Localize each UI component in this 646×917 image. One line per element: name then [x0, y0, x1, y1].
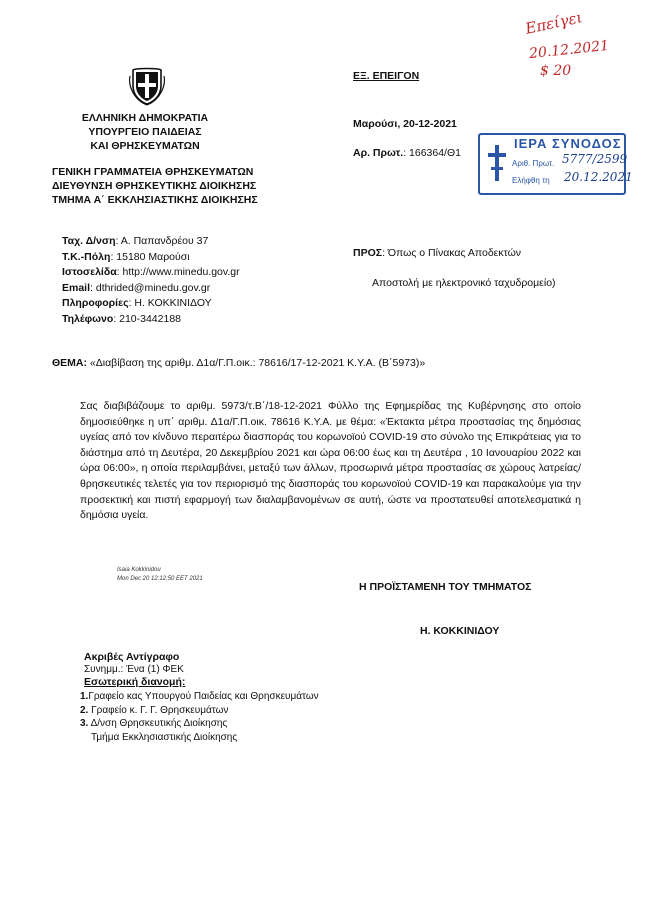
list-item: 3. Δ/νση Θρησκευτικής Διοίκησης — [80, 718, 228, 729]
stamp-date-value: 20.12.2021 — [564, 170, 633, 184]
postal-label: Τ.Κ.-Πόλη — [62, 250, 111, 263]
cross-icon — [486, 143, 508, 183]
general-secretariat: ΓΕΝΙΚΗ ΓΡΑΜΜΑΤΕΙΑ ΘΡΗΣΚΕΥΜΑΤΩΝ — [52, 166, 254, 178]
email-label: Email — [62, 281, 91, 294]
website-label: Ιστοσελίδα — [62, 266, 117, 278]
internal-distribution-list — [80, 690, 319, 744]
digital-signature-name: Isaia Kokkinidou — [117, 567, 161, 573]
phone-label: Τηλέφωνο — [62, 312, 114, 325]
stamp-date-label: Ελήφθη τη — [512, 176, 550, 185]
to-label: ΠΡΟΣ — [353, 247, 383, 259]
true-copy-label: Ακριβές Αντίγραφο — [84, 651, 180, 663]
country-name: ΕΛΛΗΝΙΚΗ ΔΗΜΟΚΡΑΤΙΑ — [81, 112, 209, 124]
handwritten-note-urgent: Επείγει — [523, 8, 584, 38]
phone-value: : 210-3442188 — [113, 312, 181, 325]
ministry-line-1: ΥΠΟΥΡΓΕΙΟ ΠΑΙΔΕΙΑΣ — [88, 126, 202, 138]
signatory-role: Η ΠΡΟΪΣΤΑΜΕΝΗ ΤΟΥ ΤΜΗΜΑΤΟΣ — [359, 581, 532, 593]
protocol-value: : 166364/Θ1 — [403, 147, 461, 159]
handwritten-note-date: 20.12.2021 — [528, 37, 610, 63]
contact-block — [62, 234, 240, 327]
stamp-protocol-label: Αριθ. Πρωτ. — [512, 159, 555, 168]
address-value: : Α. Παπανδρέου 37 — [115, 235, 209, 247]
stamp-protocol-value: 5777/2599 — [562, 152, 628, 166]
greek-coat-of-arms-icon — [128, 66, 166, 106]
info-label: Πληροφορίες — [62, 297, 129, 309]
internal-distribution-title: Εσωτερική διανομή: — [84, 676, 186, 688]
department: ΤΜΗΜΑ Α΄ ΕΚΚΛΗΣΙΑΣΤΙΚΗΣ ΔΙΟΙΚΗΣΗΣ — [52, 194, 258, 206]
address-label: Ταχ. Δ/νση — [62, 235, 116, 247]
urgency-label: ΕΞ. ΕΠΕΙΓΟΝ — [353, 70, 420, 82]
protocol-label: Αρ. Πρωτ. — [353, 147, 404, 159]
subject-value: «Διαβίβαση της αριθμ. Δ1α/Γ.Π.οικ.: 78616/17-12-2021 Κ.Υ.Α. (Β΄5973)» — [87, 357, 426, 369]
list-item: 1.Γραφείο κας Υπουργού Παιδείας και Θρησκευμάτων — [80, 691, 319, 702]
to-value: : Όπως ο Πίνακας Αποδεκτών — [382, 247, 522, 259]
place-date: Μαρούσι, 20-12-2021 — [353, 118, 457, 130]
handwritten-note-number: $ 20 — [540, 63, 572, 79]
info-value: : Η. ΚΟΚΚΙΝΙΔΟΥ — [128, 297, 212, 309]
postal-value: : 15180 Μαρούσι — [110, 250, 190, 263]
list-item-sub: Τμήμα Εκκλησιαστικής Διοίκησης — [91, 731, 238, 743]
received-stamp — [478, 133, 633, 195]
website-link[interactable]: : http://www.minedu.gov.gr — [116, 266, 240, 278]
directorate: ΔΙΕΥΘΥΝΣΗ ΘΡΗΣΚΕΥΤΙΚΗΣ ΔΙΟΙΚΗΣΗΣ — [52, 180, 257, 192]
delivery-method: Αποστολή με ηλεκτρονικό ταχυδρομείο) — [372, 277, 556, 289]
email-link[interactable]: : dthrided@minedu.gov.gr — [90, 281, 211, 294]
stamp-title: ΙΕΡΑ ΣΥΝΟΔΟΣ — [514, 136, 622, 151]
signatory-name: Η. ΚΟΚΚΙΝΙΔΟΥ — [420, 625, 500, 637]
attachment-label: Συνημμ. — [84, 664, 121, 675]
body-paragraph: Σας διαβιβάζουμε το αριθμ. 5973/τ.Β΄/18-12-2021 Φύλλο της Εφημερίδας της Κυβέρνησης στο οποίο δημοσιεύθηκε η υπ΄ αριθμ. Δ1α/Γ.Π.οικ. 78616 Κ.Υ.Α. με θέμα: «Έκτακτα μέτρα προστασίας της δημόσιας υγείας από τον κίνδυνο περαιτέρω διασποράς του κορωνοϊού COVID-19 στο σύνολο της Επικράτειας για το διάστημα από τη Δευτέρα, 20 Δεκεμβρίου 2021 και ώρα 06:00 έως και τη Δευτέρα , 10 Ιανουαρίου 2022 και ώρα 06:00», η οποία περιλαμβάνει, μεταξύ των άλλων, προσωρινά μέτρα προστασίας σε χώρους λατρείας/θρησκευτικές τελετές για τον περιορισμό της διασποράς του κορωνοϊού COVID-19 και παρακαλούμε για την προσεκτική και πιστή εφαρμογή των διαλαμβανομένων σε αυτή, ώστε να προστατευθεί αποτελεσματικά η δημόσια υγεία. — [80, 400, 581, 522]
subject-label: ΘΕΜΑ: — [52, 357, 87, 369]
ministry-line-2: ΚΑΙ ΘΡΗΣΚΕΥΜΑΤΩΝ — [90, 140, 200, 152]
list-item: 2. Γραφείο κ. Γ. Γ. Θρησκευμάτων — [80, 704, 229, 716]
attachment-value: : Ένα (1) ΦΕΚ — [120, 664, 184, 675]
digital-signature-date: Mon Dec 20 12:12:50 EET 2021 — [117, 576, 203, 582]
